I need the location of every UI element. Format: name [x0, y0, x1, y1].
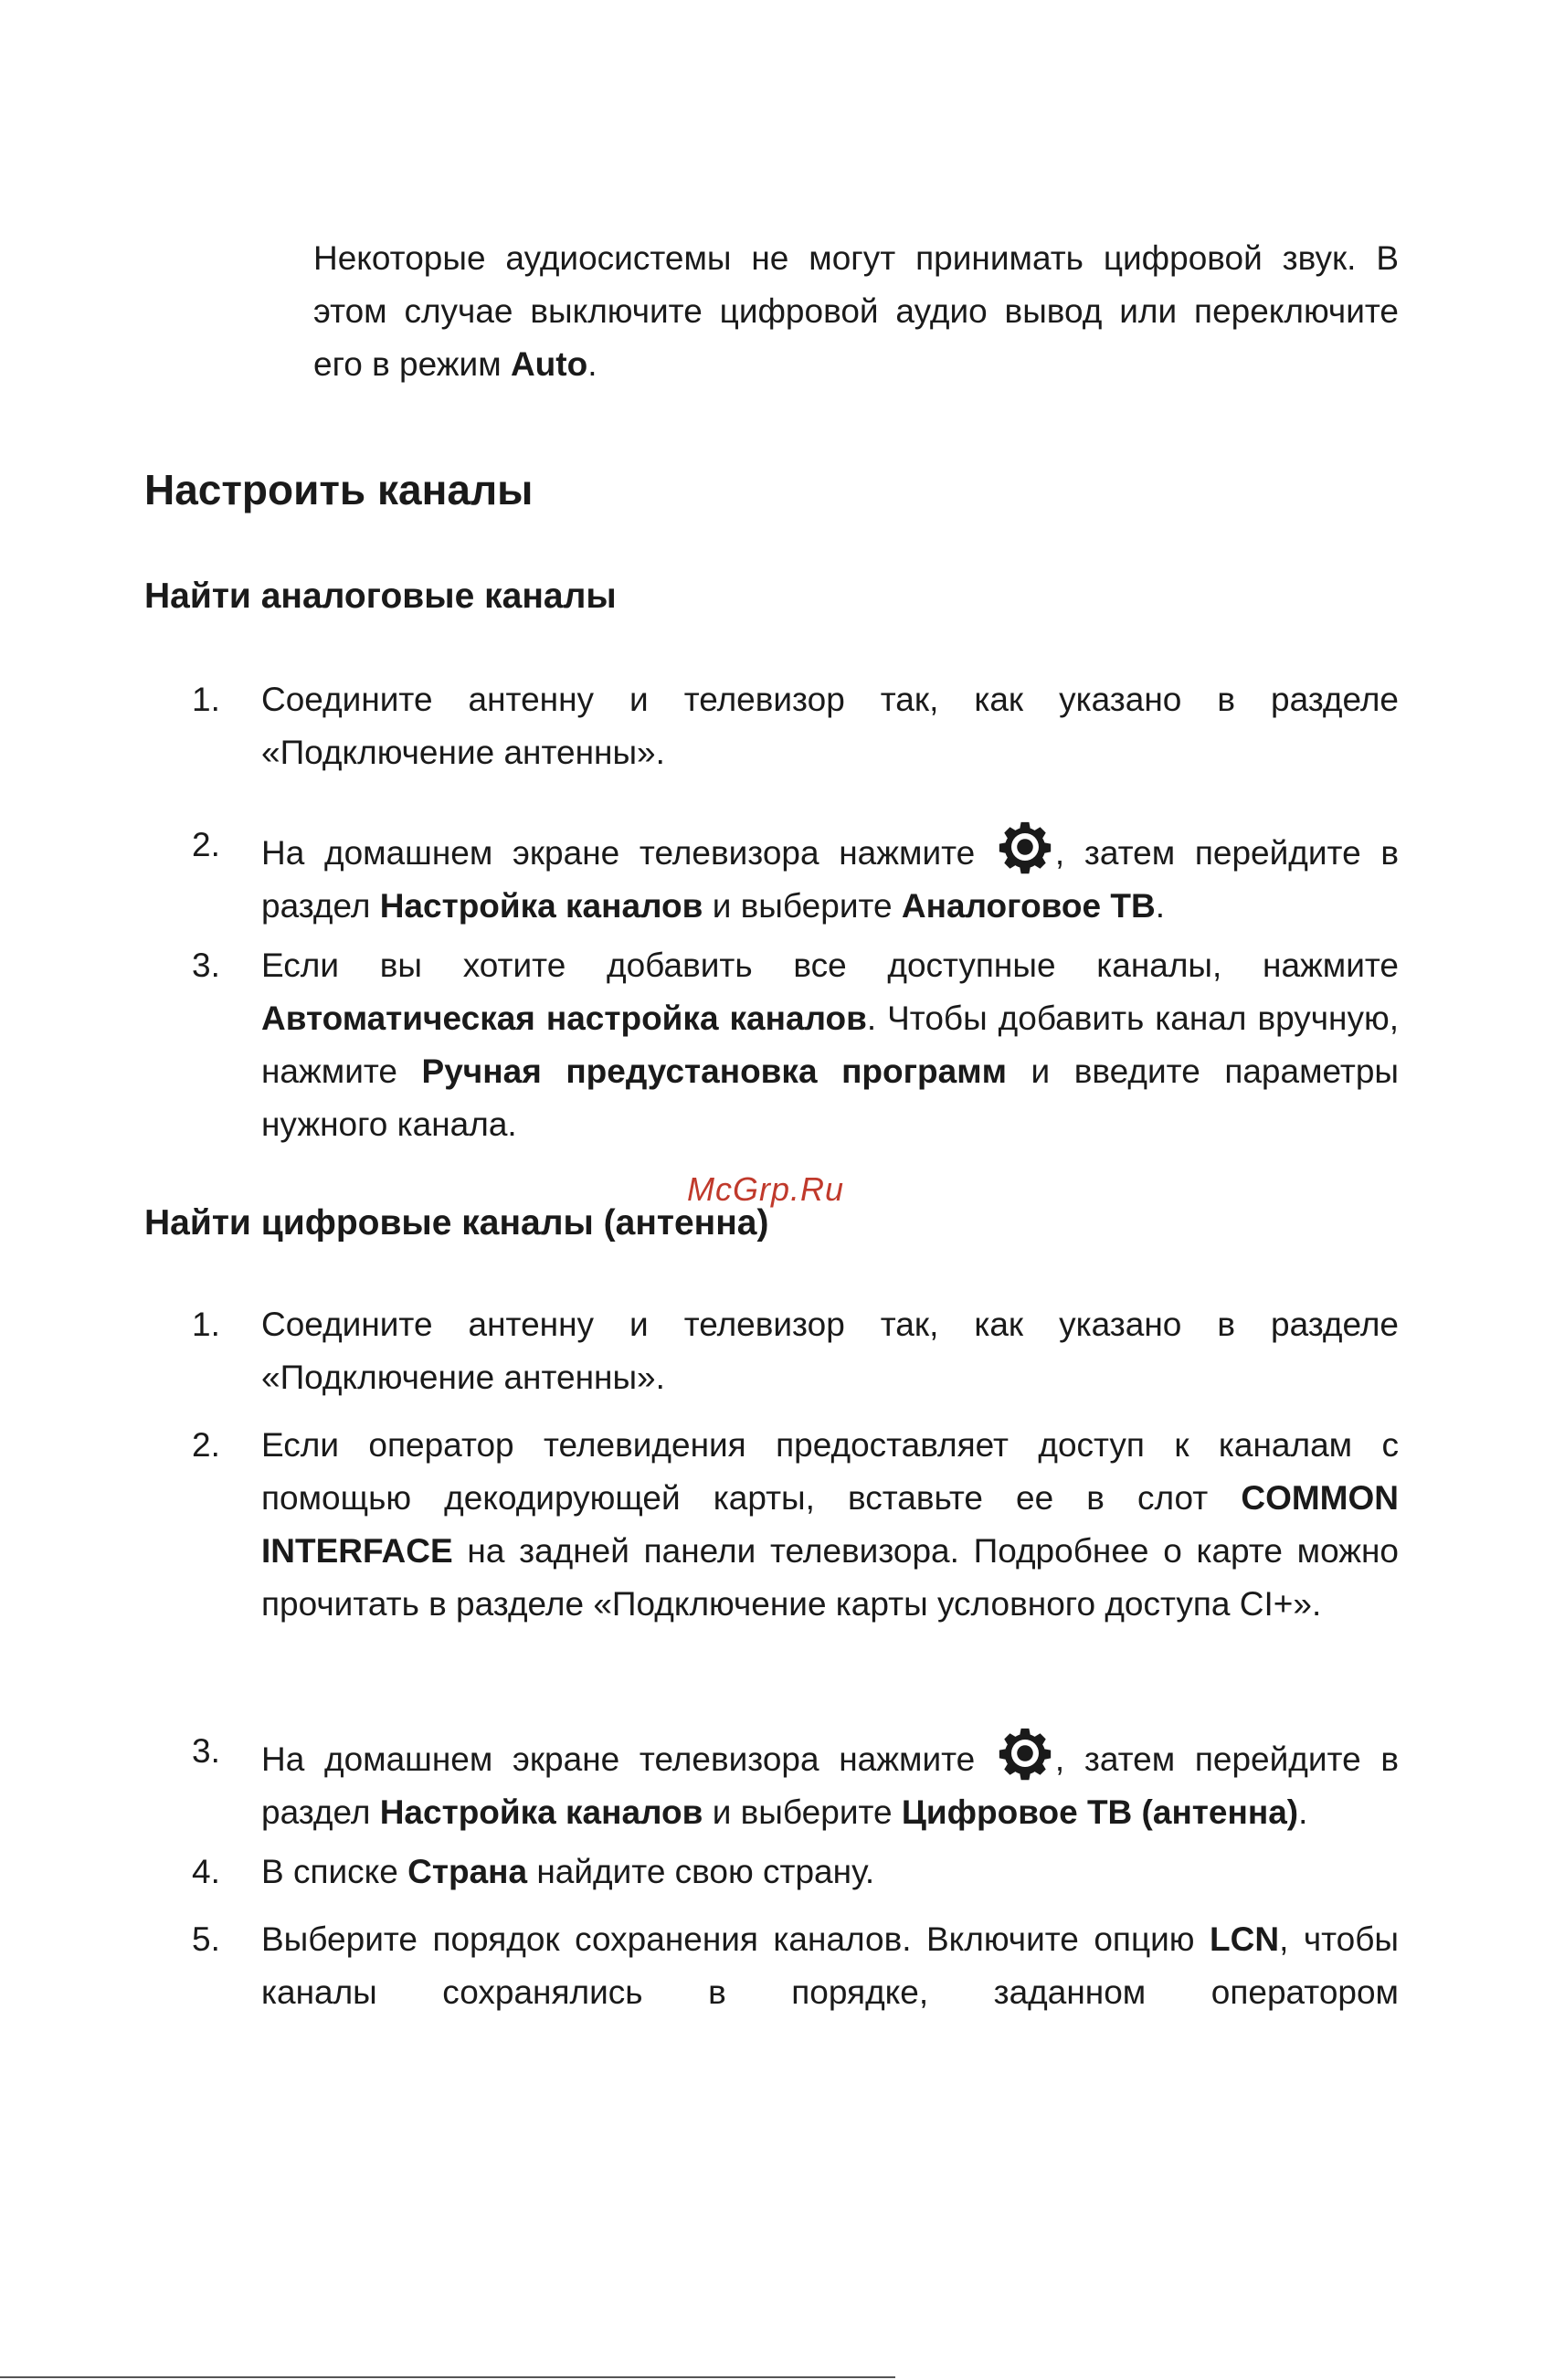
watermark: McGrp.Ru [687, 1170, 845, 1208]
gear-icon [997, 1725, 1053, 1782]
gear-icon [997, 819, 1053, 875]
item-text: и выберите [703, 1793, 902, 1831]
digital-title: Найти цифровые каналы (антенна) [144, 1203, 769, 1243]
item-text: Выберите порядок сохранения каналов. Включите опцию [261, 1920, 1210, 1958]
item-text: В списке [261, 1853, 408, 1890]
intro-tail: . [587, 345, 597, 383]
item-text: , затем перейдите в раздел [261, 1740, 1399, 1831]
item-bold: Аналоговое ТВ [901, 887, 1156, 925]
item-text: на задней панели телевизора. Подробнее о карте можно прочитать в разделе «Подключение карты условного доступа CI+». [261, 1532, 1399, 1623]
item-text: На домашнем экране телевизора нажмите [261, 834, 995, 872]
item-text: и введите параметры нужного канала. [261, 1052, 1399, 1143]
list-number: 3. [192, 1732, 220, 1770]
intro-text: Некоторые аудиосистемы не могут принимать цифровой звук. В этом случае выключите цифровой аудио вывод или переключите его в режим [313, 239, 1399, 383]
list-text [261, 1846, 1399, 1899]
page-bottom-rule [0, 2376, 895, 2378]
intro-paragraph [313, 232, 1399, 391]
item-bold: Автоматическая настройка каналов [261, 1000, 867, 1037]
list-text [261, 1419, 1399, 1631]
item-bold: Страна [407, 1853, 528, 1890]
item-text: и выберите [703, 887, 902, 925]
list-text [261, 1725, 1399, 1839]
list-number: 2. [192, 1426, 220, 1464]
item-text: Соедините антенну и телевизор так, как указано в разделе «Подключение антенны». [261, 681, 1399, 771]
item-bold: Настройка каналов [379, 1793, 703, 1831]
analog-title: Найти аналоговые каналы [144, 576, 617, 616]
list-number: 2. [192, 826, 220, 863]
section-title: Настроить каналы [144, 466, 534, 513]
item-text: , чтобы каналы сохранялись в порядке, заданном оператором [261, 1920, 1399, 2011]
item-bold: Ручная предустановка программ [421, 1052, 1007, 1090]
item-bold: Цифровое ТВ (антенна) [901, 1793, 1299, 1831]
item-text: Если оператор телевидения предоставляет доступ к каналам с помощью декодирующей карты, вставьте ее в слот [261, 1426, 1399, 1517]
list-number: 5. [192, 1920, 220, 1958]
list-number: 1. [192, 681, 220, 718]
item-text: На домашнем экране телевизора нажмите [261, 1740, 995, 1778]
item-text: . [1155, 887, 1165, 925]
item-bold: Настройка каналов [379, 887, 703, 925]
item-text: Если вы хотите добавить все доступные каналы, нажмите [261, 947, 1399, 984]
item-text: Соедините антенну и телевизор так, как указано в разделе «Подключение антенны». [261, 1306, 1399, 1396]
item-text: найдите свою страну. [527, 1853, 875, 1890]
list-text [261, 1913, 1399, 2019]
item-text: , затем перейдите в раздел [261, 834, 1399, 925]
list-text [261, 939, 1399, 1151]
item-text: . Чтобы добавить канал вручную, нажмите [261, 1000, 1399, 1090]
list-text [261, 1298, 1399, 1404]
list-number: 1. [192, 1306, 220, 1343]
list-text [261, 673, 1399, 779]
intro-bold: Auto [510, 345, 588, 383]
item-bold: LCN [1210, 1920, 1280, 1958]
item-text: . [1298, 1793, 1308, 1831]
list-text [261, 819, 1399, 933]
list-number: 3. [192, 947, 220, 984]
list-number: 4. [192, 1853, 220, 1890]
item-bold: COMMON INTERFACE [261, 1479, 1399, 1570]
